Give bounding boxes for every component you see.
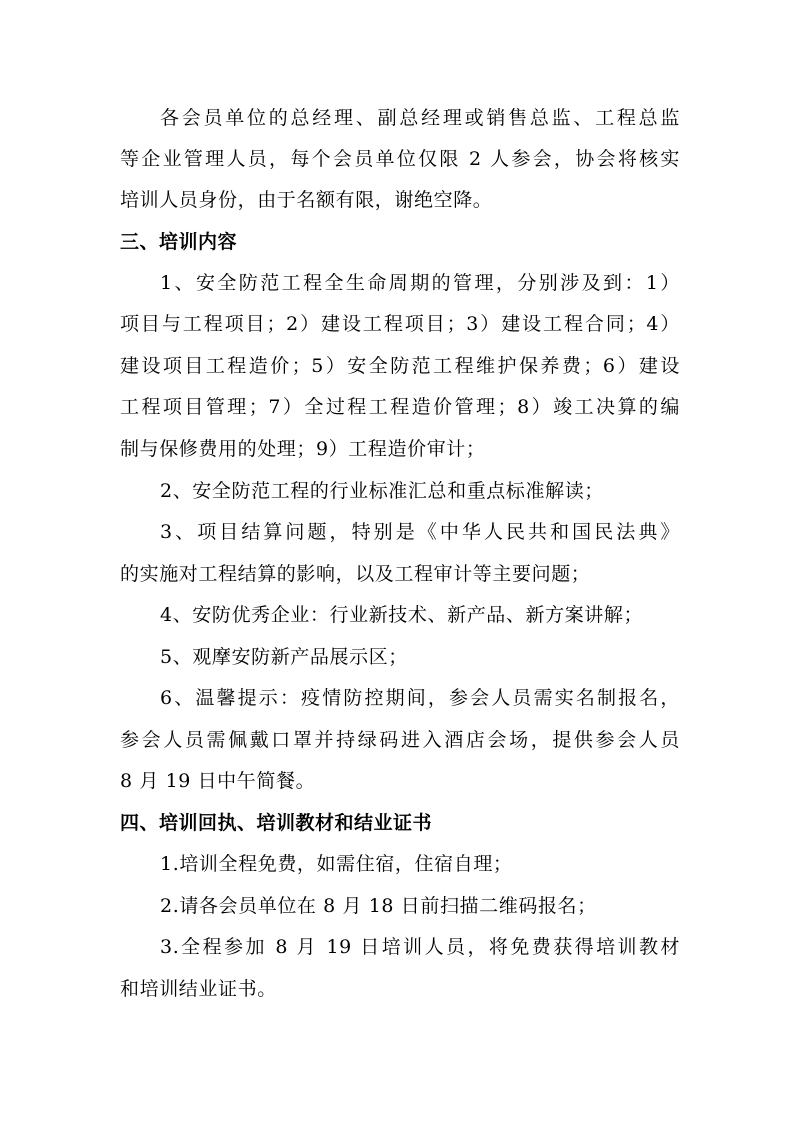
intro-line-3: 培训人员身份，由于名额有限，谢绝空降。 — [120, 189, 493, 211]
s4-item1: 1.培训全程免费，如需住宿，住宿自理； — [160, 853, 513, 875]
s3-item1-line-2: 项目与工程项目；2）建设工程项目；3）建设工程合同；4） — [120, 313, 680, 335]
s3-item6-line-1: 6、温馨提示：疫情防控期间，参会人员需实名制报名， — [160, 687, 680, 709]
s3-item1-line-3: 建设项目工程造价；5）安全防范工程维护保养费；6）建设 — [120, 355, 680, 377]
s3-item4: 4、安防优秀企业：行业新技术、新产品、新方案讲解； — [160, 604, 644, 626]
s3-item1-line-5: 制与保修费用的处理；9）工程造价审计； — [120, 438, 486, 460]
section-4-heading: 四、培训回执、培训教材和结业证书 — [120, 812, 433, 834]
s4-item3-line-2: 和培训结业证书。 — [120, 978, 277, 1000]
intro-line-1: 各会员单位的总经理、副总经理或销售总监、工程总监 — [160, 107, 680, 129]
s3-item6-line-3: 8 月 19 日中午简餐。 — [120, 770, 316, 792]
s3-item1-line-1: 1、安全防范工程全生命周期的管理，分别涉及到：1） — [160, 272, 680, 294]
s3-item3-line-2: 的实施对工程结算的影响，以及工程审计等主要问题； — [120, 563, 591, 585]
s3-item1-line-4: 工程项目管理；7）全过程工程造价管理；8）竣工决算的编 — [120, 396, 680, 418]
intro-line-2: 等企业管理人员，每个会员单位仅限 2 人参会，协会将核实 — [120, 148, 680, 170]
s4-item2: 2.请各会员单位在 8 月 18 日前扫描二维码报名； — [160, 895, 597, 917]
s4-item3-line-1: 3.全程参加 8 月 19 日培训人员，将免费获得培训教材 — [160, 936, 680, 958]
section-3-heading: 三、培训内容 — [120, 231, 238, 253]
s3-item6-line-2: 参会人员需佩戴口罩并持绿码进入酒店会场，提供参会人员 — [120, 729, 680, 751]
s3-item3-line-1: 3、项目结算问题，特别是《中华人民共和国民法典》 — [160, 521, 680, 543]
s3-item5: 5、观摩安防新产品展示区； — [160, 646, 408, 668]
s3-item2: 2、安全防范工程的行业标准汇总和重点标准解读； — [160, 480, 604, 502]
